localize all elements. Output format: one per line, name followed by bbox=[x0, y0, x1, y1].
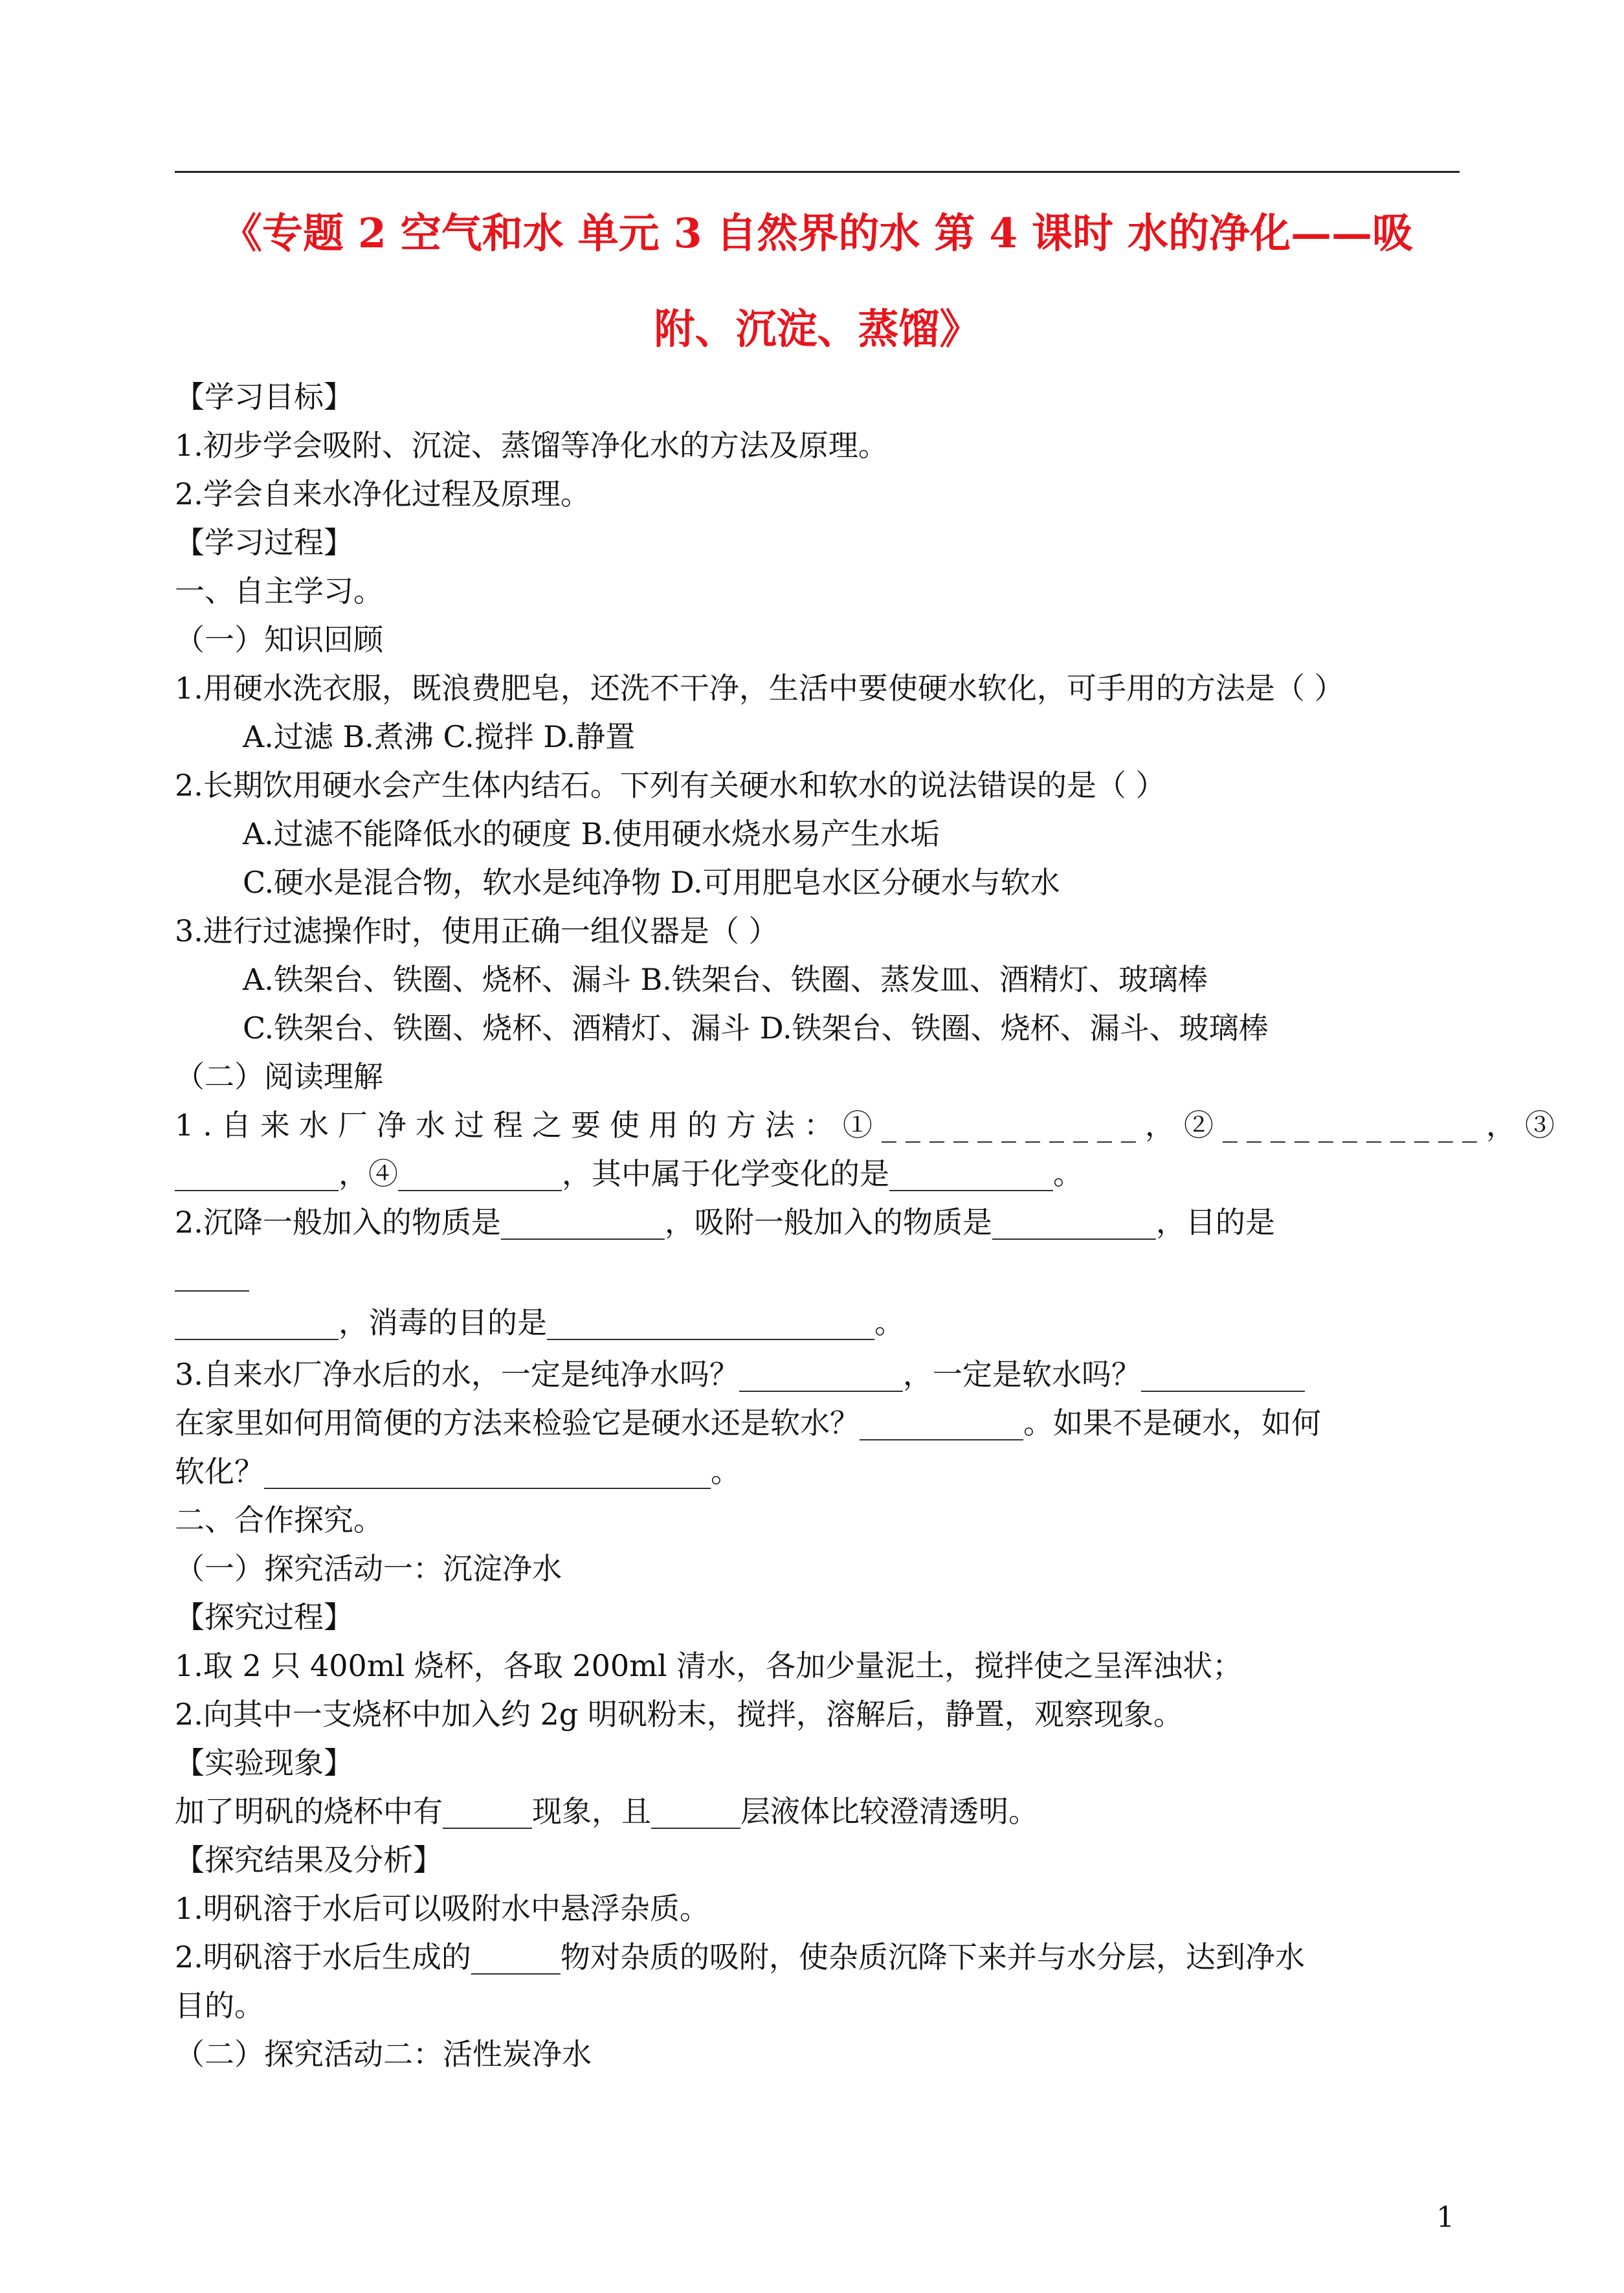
part-1-heading: 一、自主学习。 bbox=[175, 574, 383, 609]
reading-question-3-cont: 在家里如何用简便的方法来检验它是硬水还是软水？___________。如果不是硬水，如何 bbox=[175, 1405, 1321, 1440]
reading-question-1-cont: ___________，④___________，其中属于化学变化的是___________。 bbox=[175, 1156, 1083, 1191]
question-1-options: A.过滤 B.煮沸 C.搅拌 D.静置 bbox=[243, 719, 636, 754]
analysis-2-cont: 目的。 bbox=[175, 1988, 264, 2023]
question-3: 3.进行过滤操作时，使用正确一组仪器是（ ） bbox=[175, 913, 779, 948]
question-2: 2.长期饮用硬水会产生体内结石。下列有关硬水和软水的说法错误的是（ ） bbox=[175, 768, 1166, 803]
inquiry-process-heading: 【探究过程】 bbox=[175, 1600, 353, 1635]
phenomenon-heading: 【实验现象】 bbox=[175, 1745, 353, 1780]
objective-1: 1.初步学会吸附、沉淀、蒸馏等净化水的方法及原理。 bbox=[175, 428, 888, 463]
reading-question-3: 3.自来水厂净水后的水，一定是纯净水吗？___________，一定是软水吗？___________ bbox=[175, 1357, 1305, 1392]
reading-question-2-cont: ___________，消毒的目的是______________________。 bbox=[175, 1305, 904, 1340]
reading-question-1: 1.自来水厂净水过程之要使用的方法：①___________，②___________，③ bbox=[175, 1108, 1564, 1143]
objective-2: 2.学会自来水净化过程及原理。 bbox=[175, 476, 590, 511]
document-title-line-2: 附、沉淀、蒸馏》 bbox=[654, 305, 981, 353]
section-heading-process: 【学习过程】 bbox=[175, 525, 353, 560]
subsection-review-heading: （一）知识回顾 bbox=[175, 622, 383, 657]
question-3-options-ab: A.铁架台、铁圈、烧杯、漏斗 B.铁架台、铁圈、蒸发皿、酒精灯、玻璃棒 bbox=[243, 962, 1208, 997]
activity-2-heading: （二）探究活动二：活性炭净水 bbox=[175, 2037, 592, 2072]
analysis-2: 2.明矾溶于水后生成的______物对杂质的吸附，使杂质沉降下来并与水分层，达到净水 bbox=[175, 1940, 1305, 1974]
document-title-line-1: 《专题 2 空气和水 单元 3 自然界的水 第 4 课时 水的净化——吸 bbox=[221, 209, 1413, 257]
page-number: 1 bbox=[1436, 2201, 1454, 2234]
reading-question-2: 2.沉降一般加入的物质是___________，吸附一般加入的物质是___________，目的是 bbox=[175, 1205, 1275, 1240]
process-step-1: 1.取 2 只 400ml 烧杯，各取 200ml 清水，各加少量泥土，搅拌使之呈浑浊状； bbox=[175, 1648, 1243, 1683]
question-1: 1.用硬水洗衣服，既浪费肥皂，还洗不干净，生活中要使硬水软化，可手用的方法是（ ） bbox=[175, 671, 1344, 706]
question-2-options-cd: C.硬水是混合物，软水是纯净物 D.可用肥皂水区分硬水与软水 bbox=[243, 865, 1060, 900]
question-3-options-cd: C.铁架台、铁圈、烧杯、酒精灯、漏斗 D.铁架台、铁圈、烧杯、漏斗、玻璃棒 bbox=[243, 1011, 1269, 1046]
subsection-reading-heading: （二）阅读理解 bbox=[175, 1059, 383, 1094]
section-heading-objectives: 【学习目标】 bbox=[175, 379, 353, 414]
phenomenon-text: 加了明矾的烧杯中有______现象，且______层液体比较澄清透明。 bbox=[175, 1794, 1038, 1829]
analysis-heading: 【探究结果及分析】 bbox=[175, 1842, 443, 1877]
question-2-options-ab: A.过滤不能降低水的硬度 B.使用硬水烧水易产生水垢 bbox=[243, 816, 940, 851]
part-2-heading: 二、合作探究。 bbox=[175, 1503, 383, 1538]
header-rule bbox=[175, 171, 1460, 173]
reading-question-2-blank: _____ bbox=[175, 1257, 249, 1292]
analysis-1: 1.明矾溶于水后可以吸附水中悬浮杂质。 bbox=[175, 1891, 709, 1926]
reading-question-3-end: 软化？______________________________。 bbox=[175, 1454, 740, 1489]
process-step-2: 2.向其中一支烧杯中加入约 2g 明矾粉末，搅拌，溶解后，静置，观察现象。 bbox=[175, 1697, 1183, 1732]
activity-1-heading: （一）探究活动一：沉淀净水 bbox=[175, 1551, 562, 1586]
